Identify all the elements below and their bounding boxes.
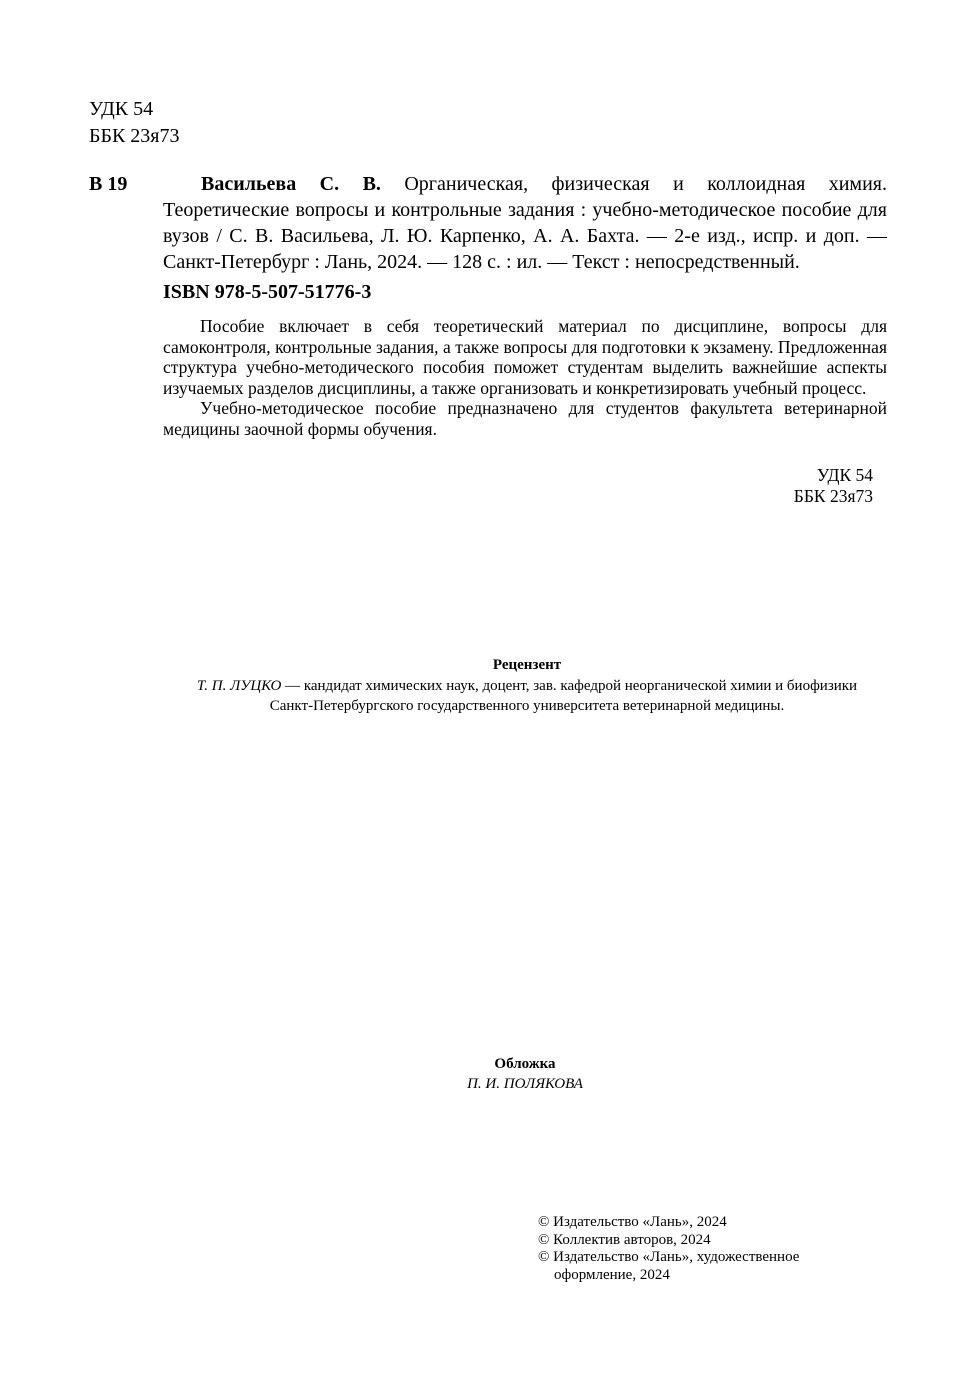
reviewer-text: [196, 676, 858, 716]
copyright-line: оформление, 2024: [554, 1266, 670, 1283]
copyright-line: © Издательство «Лань», 2024: [538, 1214, 727, 1230]
author-mark: В 19: [89, 173, 128, 195]
cover-designer: П. И. ПОЛЯКОВА: [467, 1076, 583, 1092]
copyright-line: © Издательство «Лань», художественное: [538, 1249, 800, 1265]
bbk-code: ББК 23я73: [89, 125, 180, 147]
udk-block-right: [700, 465, 873, 507]
copyright-line: © Коллектив авторов, 2024: [538, 1231, 711, 1248]
cover-heading: Обложка: [494, 1056, 556, 1072]
bbk-code: ББК 23я73: [793, 486, 873, 506]
annotation: [163, 316, 887, 439]
annotation-paragraph: Учебно-методическое пособие предназначено для студентов факультета ветеринарной медицины заочной формы обучения.: [163, 398, 887, 439]
udk-code: УДК 54: [816, 465, 873, 485]
author-name: Васильева С. В.: [201, 173, 381, 195]
bibliographic-description: Органическая, физическая и коллоидная химия. Теоретические вопросы и контрольные задания : учебно-методическое пособие для вузов / С. В. Васильева, Л. Ю. Карпенко, А. А. Бахта. — 2-е изд., испр. и доп. — Санкт-Петербург : Лань, 2024. — 128 с. : ил. — Текст : непосредственный.: [163, 173, 887, 273]
udk-code: УДК 54: [89, 98, 154, 120]
copyright-block: [538, 1214, 858, 1284]
udk-block-top: [89, 96, 180, 150]
isbn: ISBN 978-5-507-51776-3: [163, 281, 372, 303]
reviewer-description: — кандидат химических наук, доцент, зав. кафедрой неорганической химии и биофизики Санкт-Петербургского государственного университета ветеринарной медицины.: [269, 678, 858, 714]
bibliographic-record: [163, 171, 887, 275]
reviewer-name: Т. П. ЛУЦКО: [196, 678, 282, 694]
reviewer-heading: Рецензент: [492, 657, 562, 673]
annotation-paragraph: Пособие включает в себя теоретический материал по дисциплине, вопросы для самоконтроля, контрольные задания, а также вопросы для подготовки к экзамену. Предложенная структура учебно-методического пособия поможет студентам выделить важнейшие аспекты изучаемых разделов дисциплины, а также организовать и конкретизировать учебный процесс.: [163, 316, 887, 398]
